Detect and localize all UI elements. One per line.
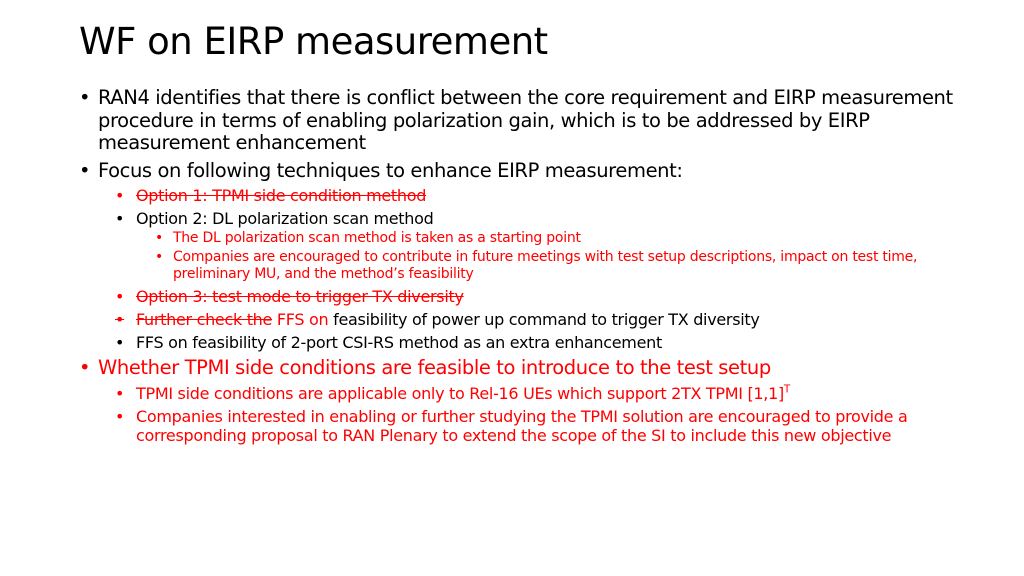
superscript: T xyxy=(783,383,790,396)
bullet-text: TPMI side conditions are applicable only to Rel-16 UEs which support 2TX TPMI [1,1] xyxy=(136,383,784,403)
bullet-marker: • xyxy=(155,230,164,246)
slide-title: WF on EIRP measurement xyxy=(79,20,548,63)
bullet-text: Companies are encouraged to contribute in future meetings with test setup descriptions, impact on test time, preliminary MU, and the method’s feasibility xyxy=(173,249,918,282)
bullet-item xyxy=(79,160,959,183)
struck-text: Further check the xyxy=(136,310,273,329)
bullet-text: Option 1: TPMI side condition method xyxy=(136,186,427,205)
sub-sub-bullet-item xyxy=(155,249,959,283)
bullet-text: Focus on following techniques to enhance EIRP measurement: xyxy=(98,158,683,182)
bullet-item xyxy=(79,357,959,380)
bullet-text: FFS on feasibility of 2-port CSI-RS method as an extra enhancement xyxy=(136,333,662,352)
bullet-marker: • xyxy=(115,186,125,205)
sub-bullet-item xyxy=(115,287,959,306)
bullet-marker: • xyxy=(115,383,125,403)
sub-sub-bullet-item xyxy=(155,230,959,247)
bullet-text: Companies interested in enabling or further studying the TPMI solution are encouraged to provide a corresponding proposal to RAN Plenary to extend the scope of the SI to include this new objective xyxy=(136,406,908,445)
bullet-text: Option 3: test mode to trigger TX diversity xyxy=(136,287,464,306)
bullet-marker: • xyxy=(115,209,125,228)
inserted-text: FFS on xyxy=(276,310,329,329)
bullet-text: The DL polarization scan method is taken as a starting point xyxy=(173,230,581,246)
sub-bullet-item xyxy=(115,310,959,329)
bullet-marker: • xyxy=(115,333,125,352)
sub-bullet-item xyxy=(115,333,959,352)
bullet-marker: • xyxy=(79,356,91,379)
bullet-text: Whether TPMI side conditions are feasible to introduce to the test setup xyxy=(98,356,771,379)
bullet-marker: • xyxy=(79,158,91,182)
bullet-text: Option 2: DL polarization scan method xyxy=(136,209,434,228)
bullet-marker: • xyxy=(115,406,125,426)
bullet-list xyxy=(79,87,959,445)
bullet-text: feasibility of power up command to trigger TX diversity xyxy=(333,310,760,329)
bullet-marker: • xyxy=(115,310,125,329)
bullet-marker: • xyxy=(115,287,125,306)
sub-bullet-item xyxy=(115,407,959,445)
bullet-text: RAN4 identifies that there is conflict between the core requirement and EIRP measurement procedure in terms of enabling polarization gain, which is to be addressed by EIRP measurement enhancement xyxy=(98,86,953,154)
bullet-marker: • xyxy=(79,86,91,109)
sub-bullet-item xyxy=(115,209,959,228)
bullet-marker: • xyxy=(155,249,164,265)
bullet-item xyxy=(79,87,959,155)
sub-bullet-item xyxy=(115,384,959,403)
sub-bullet-item xyxy=(115,186,959,205)
